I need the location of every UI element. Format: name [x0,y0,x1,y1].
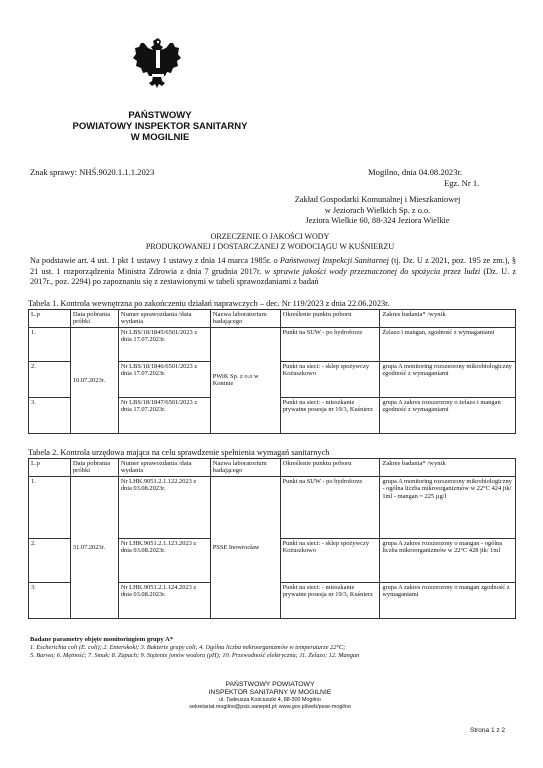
col-report: Numer sprawozdania /data wydania [118,459,210,477]
coat-of-arms-eagle-icon [133,34,183,92]
title-line-2: PRODUKOWANEJ I DOSTARCZANEJ Z WODOCIĄGU W KUŚNIERZU [145,242,395,251]
table1-internal-control [28,309,516,434]
col-point: Określenie punktu poboru [280,459,380,477]
intro-part-2: (tj. Dz. U z 2021, poz. 195 ze zm.), § 21 ust. 1 rozporządzenia Ministra Zdrowia z dnia 7 grudnia 2017r. [30,256,517,276]
test-result: Żelazo i mangan, zgodność z wymaganiami [380,327,516,361]
col-date: Data pobrania próbki [70,310,118,328]
test-result: grupa A zakres rozszerzony o żelazo i mangan zgodność z wymaganiami [380,397,516,433]
notes-line-1: 1. Escherichia coli (E. coli); 2. Enterokoki; 3. Bakterie grupy coli; 4. Ogólna liczba mikroorganizmów w temperaturze 22°C; [30,644,346,651]
sampling-date: 10.07.2023r. [70,327,118,433]
addressee-line-3: Jeziora Wielkie 60, 88-324 Jeziora Wielkie [305,216,450,225]
legal-basis-paragraph [30,256,516,288]
place-date: Mogilno, dnia 04.08.2023r. [368,167,463,177]
notes-line-2: 5. Barwa; 6. Mętność; 7. Smak; 8. Zapach; 9. Stężenie jonów wodoru (pH); 10. Przewodność elektryczna; 11. Żelazo; 12. Mangan [30,652,360,659]
col-lp: L.p [29,459,71,477]
header-line-1: PAŃSTWOWY [128,110,192,121]
sampling-point: Punkt na sieci: - sklep spożywczy Kożuszkowo [280,361,380,397]
table2-caption: Tabela 2. Kontrola urzędowa mająca na celu sprawdzenie spełnienia wymagań sanitarnych [28,448,330,457]
title-line-1: ORZECZENIE O JAKOŚCI WODY [210,232,330,241]
sampling-date: 31.07.2023r. [70,476,118,618]
row-lp: 2. [29,538,71,582]
col-lp: L.p [29,310,71,328]
col-report: Numer sprawozdania /data wydania [118,310,210,328]
sampling-point: Punkt na sieci: - sklep spożywczy Kożuszkowo [280,538,380,582]
col-result: Zakres badania* /wynik [380,459,516,477]
report-number: Nr LHK.9051.2.1.122.2023 z dnia 03.08.2023r. [118,476,210,538]
table-row [29,476,516,538]
test-result: grupa A zakres rozszerzony o mangan - ogólna liczba mikroorganizmów w 22°C 428 jtk/ 1ml [380,538,516,582]
table-row [29,327,516,361]
addressee-line-1: Zakład Gospodarki Komunalnej i Mieszkaniowej [294,195,461,204]
sampling-point: Punkt na sieci: - mieszkanie prywatne posesja nr 19/3, Kuśnierz [280,397,380,433]
intro-part-1: Na podstawie art. 4 ust. 1 pkt 1 ustawy 1 ustawy z dnia 14 marca 1985r. [30,256,274,265]
laboratory-name: PSSE Inowrocław [210,476,280,618]
notes-heading: Badane parametry objęte monitoringiem grupy A* [30,636,174,643]
sampling-point: Punkt na SUW - po hydroforze [280,327,380,361]
report-number: Nr LBS/18/1846/6501/2023 z dnia 17.07.2023r. [118,361,210,397]
col-lab: Nazwa laboratorium badającego [210,310,280,328]
issuer-header [50,110,270,143]
table-header-row [29,310,516,328]
col-point: Określenie punktu poboru [280,310,380,328]
issuer-stamp-footer [150,681,390,711]
report-number: Nr LBS/18/1845/6501/2023 z dnia 17.07.2023r. [118,327,210,361]
test-result: grupa A monitoring rozszerzony mikrobiologiczny zgodność z wymaganiami [380,361,516,397]
intro-part-3: (Dz. U. z 2017r., poz. 2294) po zapoznaniu się z zestawionymi w tabeli sprawozdaniami z badań [30,266,517,286]
col-result: Zakres badania* /wynik [380,310,516,328]
row-lp: 3. [29,397,71,433]
row-lp: 1. [29,476,71,538]
copy-number: Egz. Nr 1. [444,178,480,188]
page-number: Strona 1 z 2 [470,727,506,734]
table-header-row [29,459,516,477]
table1-caption: Tabela 1. Kontrola wewnętrzna po zakończeniu działań naprawczych – dec. Nr 119/2023 z dnia 22.06.2023r. [28,299,390,308]
sampling-point: Punkt na SUW - po hydroforze [280,476,380,538]
report-number: Nr LBS/18/1847/6501/2023 z dnia 17.07.2023r. [118,397,210,433]
report-number: Nr LHK.9051.2.1.123.2023 z dnia 03.08.2023r. [118,538,210,582]
laboratory-name: PWiK Sp. z o.o w Koninie [210,327,280,433]
footer-line-4: sekretariat.mogilno@psis.sanepid.pl; www.gov.pl/web/psse-mogilno [189,704,351,710]
sampling-point: Punkt na sieci: - mieszkanie prywatne posesja nr 19/3, Kuśnierz [280,582,380,618]
report-number: Nr LHK.9051.2.1.124.2023 z dnia 03.08.2023r. [118,582,210,618]
addressee-block [275,195,480,227]
addressee-line-2: w Jeziorach Wielkich Sp. z o.o. [324,205,431,215]
parameters-notes [30,636,516,660]
row-lp: 1. [29,327,71,361]
header-line-2: POWIATOWY INSPEKTOR SANITARNY [72,121,248,132]
footer-line-3: ul. Tadeusza Kościuszki 4, 88-300 Mogilno [219,697,321,703]
col-lab: Nazwa laboratorium badającego [210,459,280,477]
test-result: grupa A monitoring rozszerzony mikrobiologiczny - ogólna liczba mikroorganizmów w 22°C 424 jtk/ 1ml - mangan = 225 µg/l [380,476,516,538]
document-title [30,232,510,252]
header-line-3: W MOGILNIE [130,132,190,143]
col-date: Data pobrania próbki [70,459,118,477]
intro-act-title: o Państwowej Inspekcji Sanitarnej [273,256,389,265]
footer-line-2: INSPEKTOR SANITARNY W MOGILNIE [208,689,332,696]
case-reference: Znak sprawy: NHŚ.9020.1.1.1.2023 [30,167,155,177]
row-lp: 3. [29,582,71,618]
row-lp: 2. [29,361,71,397]
test-result: grupa A zakres rozszerzony o mangan zgodność z wymaganiami [380,582,516,618]
table2-official-control [28,458,516,619]
footer-line-1: PAŃSTWOWY POWIATOWY [225,681,315,688]
intro-regulation-title: w sprawie jakości wody przeznaczonej do spożycia przez ludzi [264,266,481,276]
